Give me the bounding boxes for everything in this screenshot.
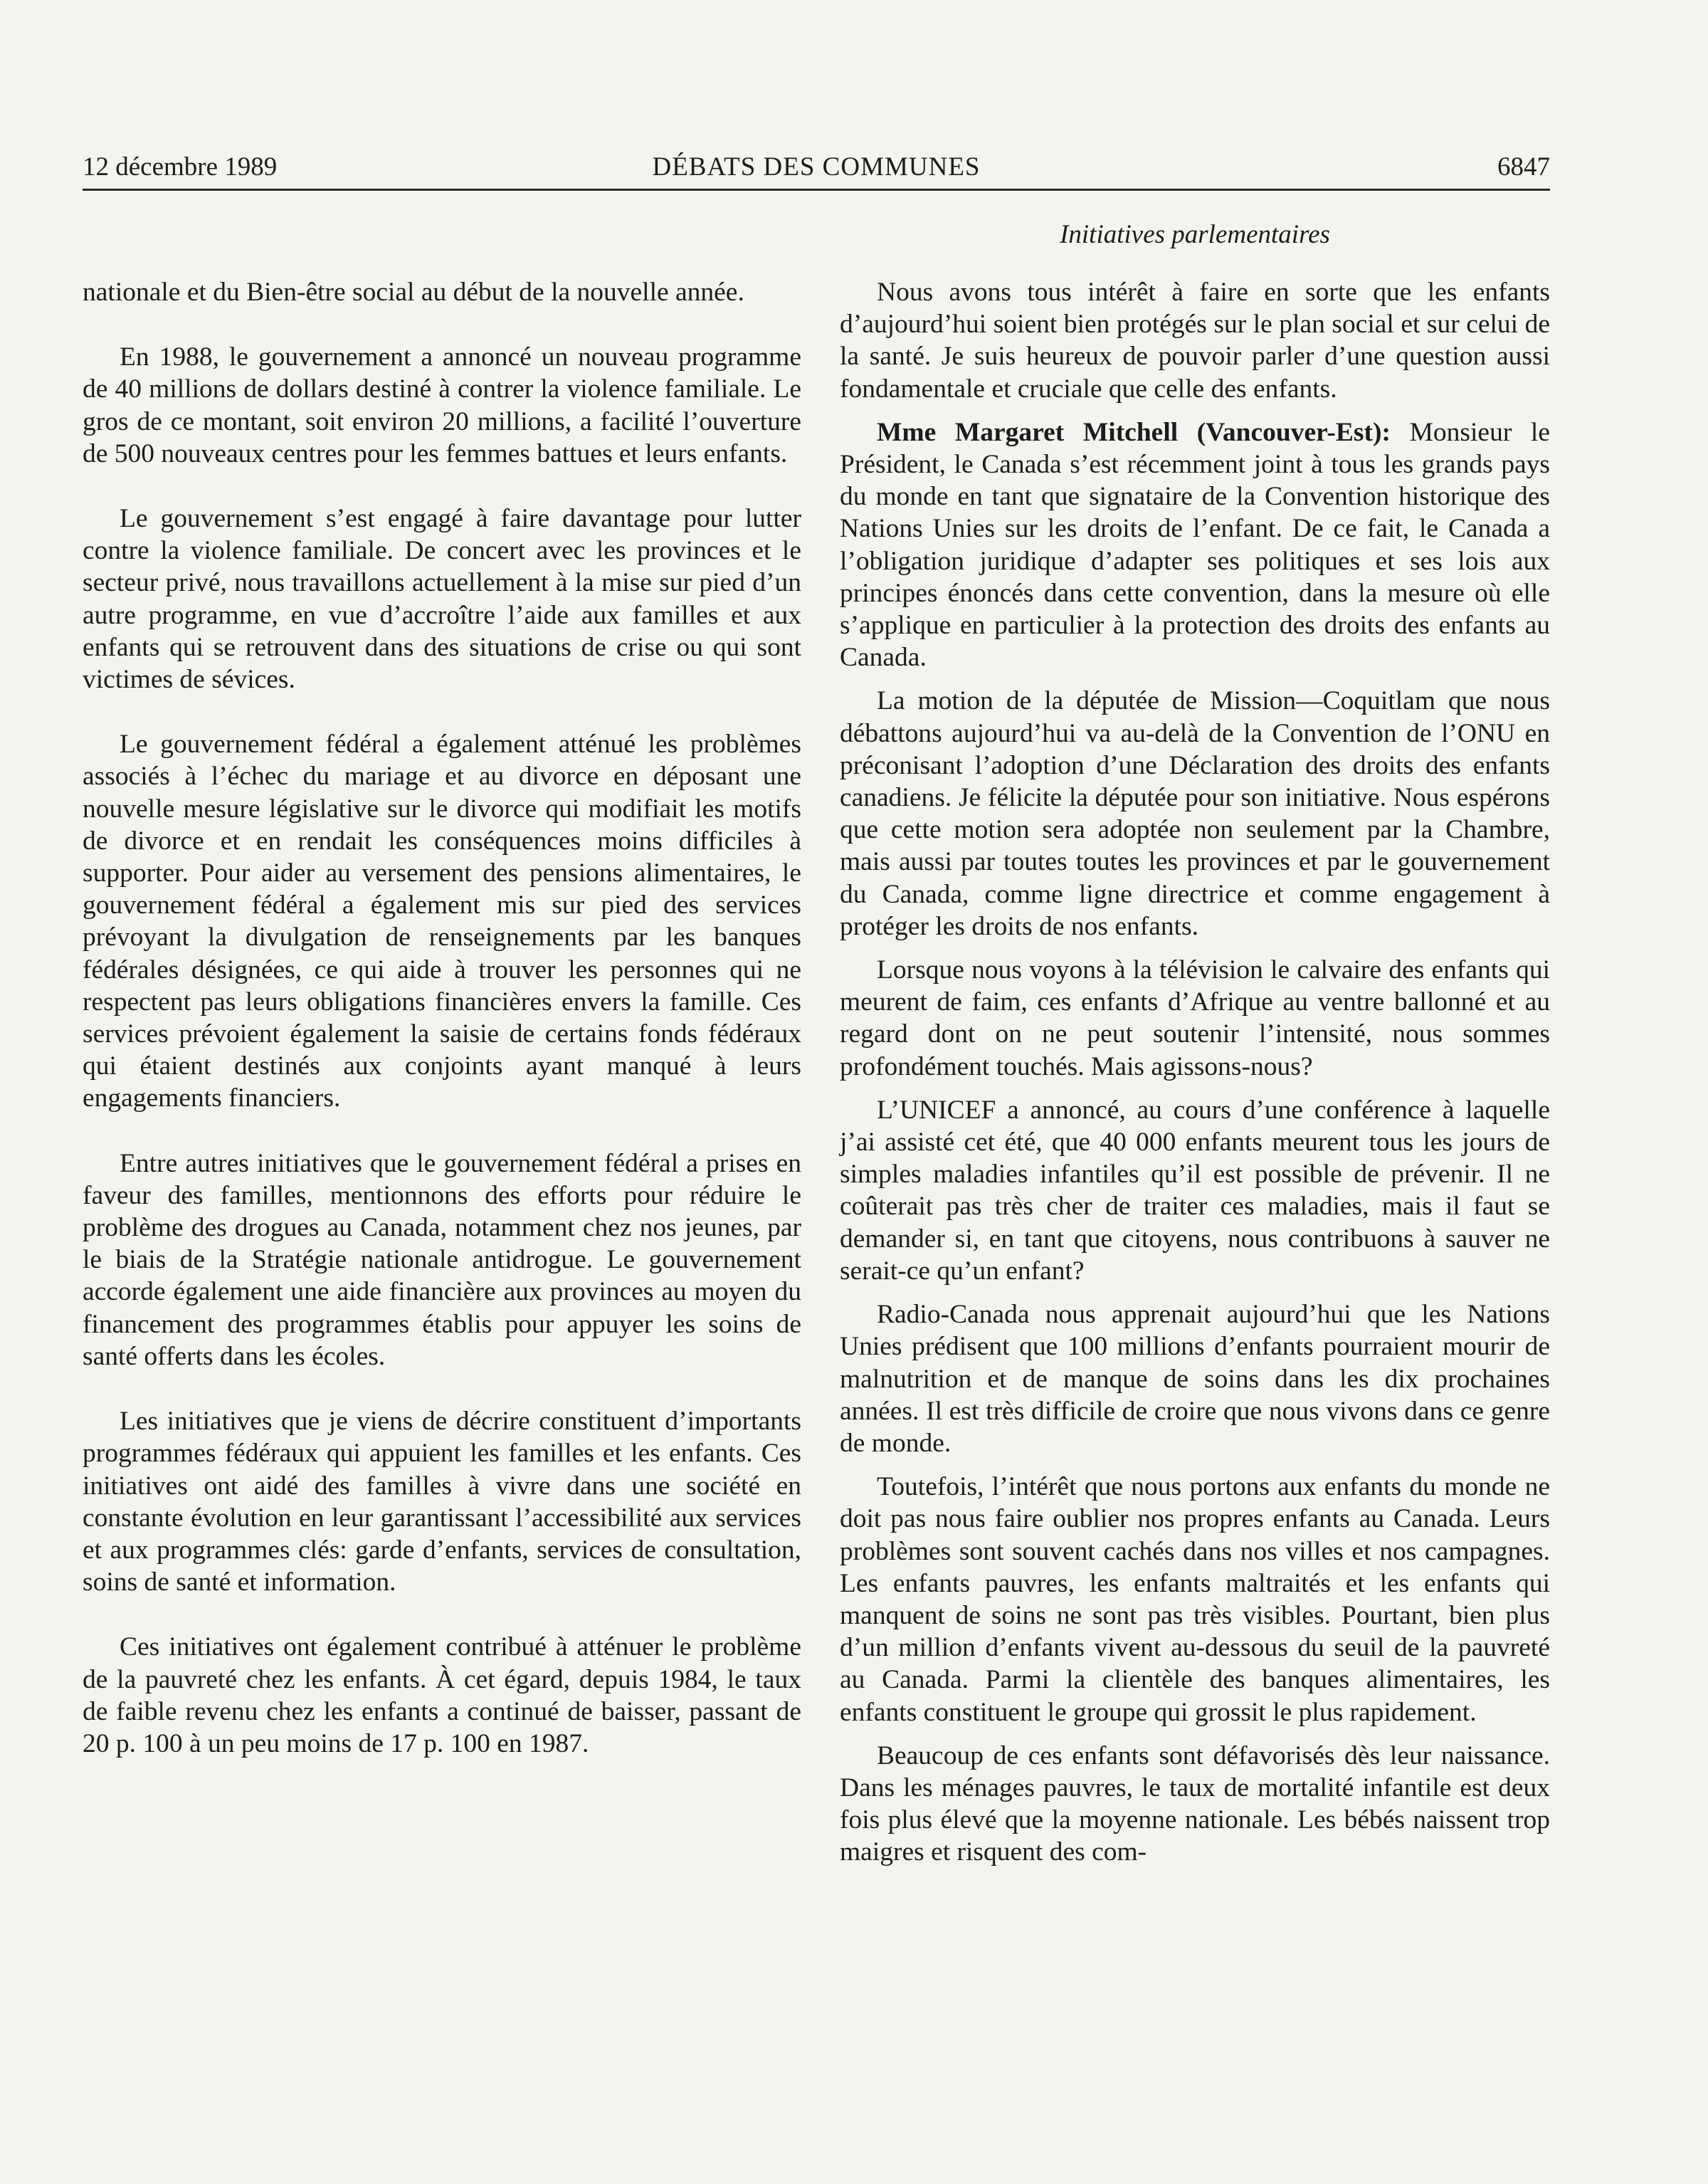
paragraph: La motion de la députée de Mission—Coquitlam que nous débattons aujourd’hui va au-delà de la Convention de l’ONU en préconisant l’adoption d’une Déclaration des droits des enfants canadiens. Je félicite la députée pour son initiative. Nous espérons que cette motion sera adoptée non seulement par la Chambre, mais aussi par toutes toutes les provinces et par le gouvernement du Canada, comme ligne directrice et comme engagement à protéger les droits de nos enfants. xyxy=(840,686,1550,941)
paragraph: Toutefois, l’intérêt que nous portons aux enfants du monde ne doit pas nous faire oublier nos propres enfants au Canada. Leurs problèmes sont souvent cachés dans nos villes et nos campagnes. Les enfants pauvres, les enfants maltraités et les enfants qui manquent de soins ne sont pas très visibles. Pourtant, bien plus d’un million d’enfants vivent au-dessous du seuil de la pauvreté au Canada. Parmi la clientèle des banques alimentaires, les enfants constituent le groupe qui grossit le plus rapidement. xyxy=(840,1472,1550,1727)
speaker-text: Monsieur le Président, le Canada s’est récemment joint à tous les grands pays du monde en tant que signataire de la Convention historique des Nations Unies sur les droits de l’enfant. De ce fait, le Canada a l’obligation juridique d’adapter ses politiques et ses lois aux principes énoncés dans cette convention, dans la mesure où elle s’applique en particulier à la protection des droits des enfants au Canada. xyxy=(840,417,1550,673)
paragraph: Nous avons tous intérêt à faire en sorte que les enfants d’aujourd’hui soient bien protégés sur le plan social et sur celui de la santé. Je suis heureux de pouvoir parler d’une question aussi fondamentale et cruciale que celle des enfants. xyxy=(840,278,1550,404)
paragraph: Les initiatives que je viens de décrire constituent d’importants programmes fédéraux qui appuient les familles et les enfants. Ces initiatives ont aidé des familles à vivre dans une société en constante évolution en leur garantissant l’accessibilité aux services et aux programmes clés: garde d’enfants, services de consultation, soins de santé et information. xyxy=(83,1407,801,1597)
speaker-name: Mme Margaret Mitchell (Vancouver-Est): xyxy=(877,417,1391,447)
paragraph: Le gouvernement fédéral a également atténué les problèmes associés à l’échec du mariage et au divorce en déposant une nouvelle mesure législative sur le divorce qui modifiait les motifs de divorce et en rendait les conséquences moins difficiles à supporter. Pour aider au versement des pensions alimentaires, le gouvernement fédéral a également mis sur pied des services prévoyant la divulgation de renseignements par les banques fédérales désignées, ce qui aide à trouver les personnes qui ne respectent pas leurs obligations financières envers la famille. Ces services prévoient également la saisie de certains fonds fédéraux qui étaient destinés aux conjoints ayant manqué à leurs engagements financiers. xyxy=(83,730,801,1113)
page-number: 6847 xyxy=(1497,152,1550,182)
paragraph: Entre autres initiatives que le gouvernement fédéral a prises en faveur des familles, mentionnons des efforts pour réduire le problème des drogues au Canada, notamment chez nos jeunes, par le biais de la Stratégie nationale antidrogue. Le gouvernement accorde également une aide financière aux provinces au moyen du financement des programmes établis pour appuyer les soins de santé offerts dans les écoles. xyxy=(83,1148,801,1371)
paragraph: En 1988, le gouvernement a annoncé un nouveau programme de 40 millions de dollars destiné à contrer la violence familiale. Le gros de ce montant, soit environ 20 millions, a facilité l’ouverture de 500 nouveaux centres pour les femmes battues et leurs enfants. xyxy=(83,342,801,468)
paragraph: Lorsque nous voyons à la télévision le calvaire des enfants qui meurent de faim, ces enfants d’Afrique au ventre ballonné et au regard dont on ne peut soutenir l’intensité, nous sommes profondément touchés. Mais agissons-nous? xyxy=(840,955,1550,1081)
right-column xyxy=(840,276,1550,1880)
header-date: 12 décembre 1989 xyxy=(83,152,278,182)
paragraph: nationale et du Bien-être social au début de la nouvelle année. xyxy=(83,278,744,307)
section-title: Initiatives parlementaires xyxy=(1060,220,1330,249)
paragraph: Le gouvernement s’est engagé à faire davantage pour lutter contre la violence familiale. De concert avec les provinces et le secteur privé, nous travaillons actuellement à la mise sur pied d’un autre programme, en vue d’accroître l’aide aux familles et aux enfants qui se retrouvent dans des situations de crise ou qui sont victimes de sévices. xyxy=(83,504,801,695)
paragraph: Radio-Canada nous apprenait aujourd’hui que les Nations Unies prédisent que 100 millions d’enfants pourraient mourir de malnutrition et de manque de soins dans les dix prochaines années. Il est très difficile de croire que nous vivons dans ce genre de monde. xyxy=(840,1300,1550,1458)
speaker-paragraph xyxy=(840,416,1550,674)
page-header xyxy=(83,146,1550,191)
paragraph: L’UNICEF a annoncé, au cours d’une conférence à laquelle j’ai assisté cet été, que 40 000 enfants meurent tous les jours de simples maladies infantiles qu’il est possible de prévenir. Il ne coûterait pas très cher de traiter ces maladies, mais il faut se demander si, en tant que citoyens, nous contribuons à sauver ne serait-ce qu’un enfant? xyxy=(840,1095,1550,1286)
left-column xyxy=(83,276,801,1792)
paragraph: Beaucoup de ces enfants sont défavorisés dès leur naissance. Dans les ménages pauvres, le taux de mortalité infantile est deux fois plus élevé que la moyenne nationale. Les bébés naissent trop maigres et risquent des com- xyxy=(840,1741,1550,1867)
paragraph: Ces initiatives ont également contribué à atténuer le problème de la pauvreté chez les enfants. À cet égard, depuis 1984, le taux de faible revenu chez les enfants a continué de baisser, passant de 20 p. 100 à un peu moins de 17 p. 100 en 1987. xyxy=(83,1632,801,1758)
header-title: DÉBATS DES COMMUNES xyxy=(652,152,981,182)
